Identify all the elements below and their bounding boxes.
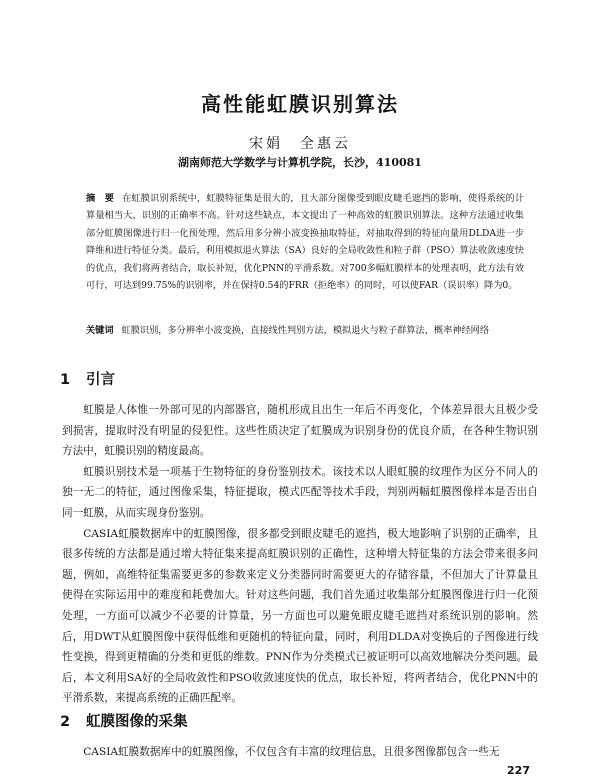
abstract: [86, 190, 524, 294]
author-affiliation: 湖南师范大学数学与计算机学院，长沙，410081: [178, 156, 422, 169]
paper-authors: 宋娟 全惠云: [249, 136, 351, 152]
paper-title: 高性能虹膜识别算法: [201, 92, 399, 116]
keywords-text: 虹膜识别，多分辨率小波变换，直接线性判别方法，模拟退火与粒子群算法，概率神经网络: [121, 325, 490, 336]
paragraph: 虹膜是人体惟一外部可见的内部器官，随机形成且出生一年后不再变化，个体差异很大且极少受到损害，提取时没有明显的侵犯性。这些性质决定了虹膜成为识别身份的优良介质，在各种生物识别方法中，虹膜识别的精度最高。: [62, 404, 538, 458]
section-2-body: [62, 742, 538, 763]
page-number: 227: [507, 764, 530, 777]
section-1-heading: [60, 368, 115, 389]
section-1-number: 1: [60, 372, 71, 388]
section-1-title: 引言: [86, 372, 115, 388]
abstract-text: 在虹膜识别系统中，虹膜特征集是很大的，且大部分图像受到眼皮睫毛遮挡的影响，使得系统的计算量相当大，识别的正确率不高。针对这些缺点，本文提出了一种高效的虹膜识别算法。这种方法通过收集部分虹膜图像进行归一化预处理，然后用多分辨小波变换抽取特征，对抽取得到的特征向量用DLDA进一步降维和进行特征分类。最后，利用模拟退火算法（SA）良好的全局收敛性和粒子群（PSO）算法收敛速度快的优点，我们将两者结合，取长补短，优化PNN的平滑系数。对700多幅虹膜样本的处理表明，此方法有效可行，可达到99.75%的识别率，并在保持0.54的FRR（拒绝率）的同时，可以使FAR（误识率）降为0。: [86, 193, 525, 292]
section-2-title: 虹膜图像的采集: [86, 714, 188, 730]
paragraph: CASIA虹膜数据库中的虹膜图像，很多都受到眼皮睫毛的遮挡，极大地影响了识别的正确率，且很多传统的方法都是通过增大特征集来提高虹膜识别的正确性，这种增大特征集的方法会带来很多问题，例如，高维特征集需要更多的参数来定义分类器同时需要更大的存储容量，不但加大了计算量且使得在实际运用中的难度和耗费加大。针对这些问题，我们首先通过收集部分虹膜图像进行归一化预处理，一方面可以减少不必要的计算量，另一方面也可以避免眼皮睫毛遮挡对系统识别的影响。然后，用DWT从虹膜图像中获得低维和更随机的特征向量，同时，利用DLDA对变换后的子图像进行线性变换，得到更精确的分类和更低的维数。PNN作为分类模式已被证明可以高效地解决分类问题。最后，本文利用SA好的全局收敛性和PSO收敛速度快的优点，取长补短，将两者结合，优化PNN中的平滑系数，来提高系统的正确匹配率。: [62, 527, 538, 705]
paragraph: CASIA虹膜数据库中的虹膜图像，不仅包含有丰富的纹理信息，且很多图像都包含一些无: [83, 746, 500, 758]
keywords: [86, 322, 524, 339]
paragraph: 虹膜识别技术是一项基于生物特征的身份鉴别技术。该技术以人眼虹膜的纹理作为区分不同人的独一无二的特征，通过图像采集，特征提取，模式匹配等技术手段，判别两幅虹膜图像样本是否出自同一虹膜，从而实现身份鉴别。: [62, 465, 538, 519]
section-2-heading: [60, 710, 188, 731]
section-2-number: 2: [60, 714, 71, 730]
keywords-label: 关键词: [86, 325, 114, 336]
section-1-body: [62, 400, 538, 709]
abstract-label: 摘 要: [86, 193, 115, 204]
